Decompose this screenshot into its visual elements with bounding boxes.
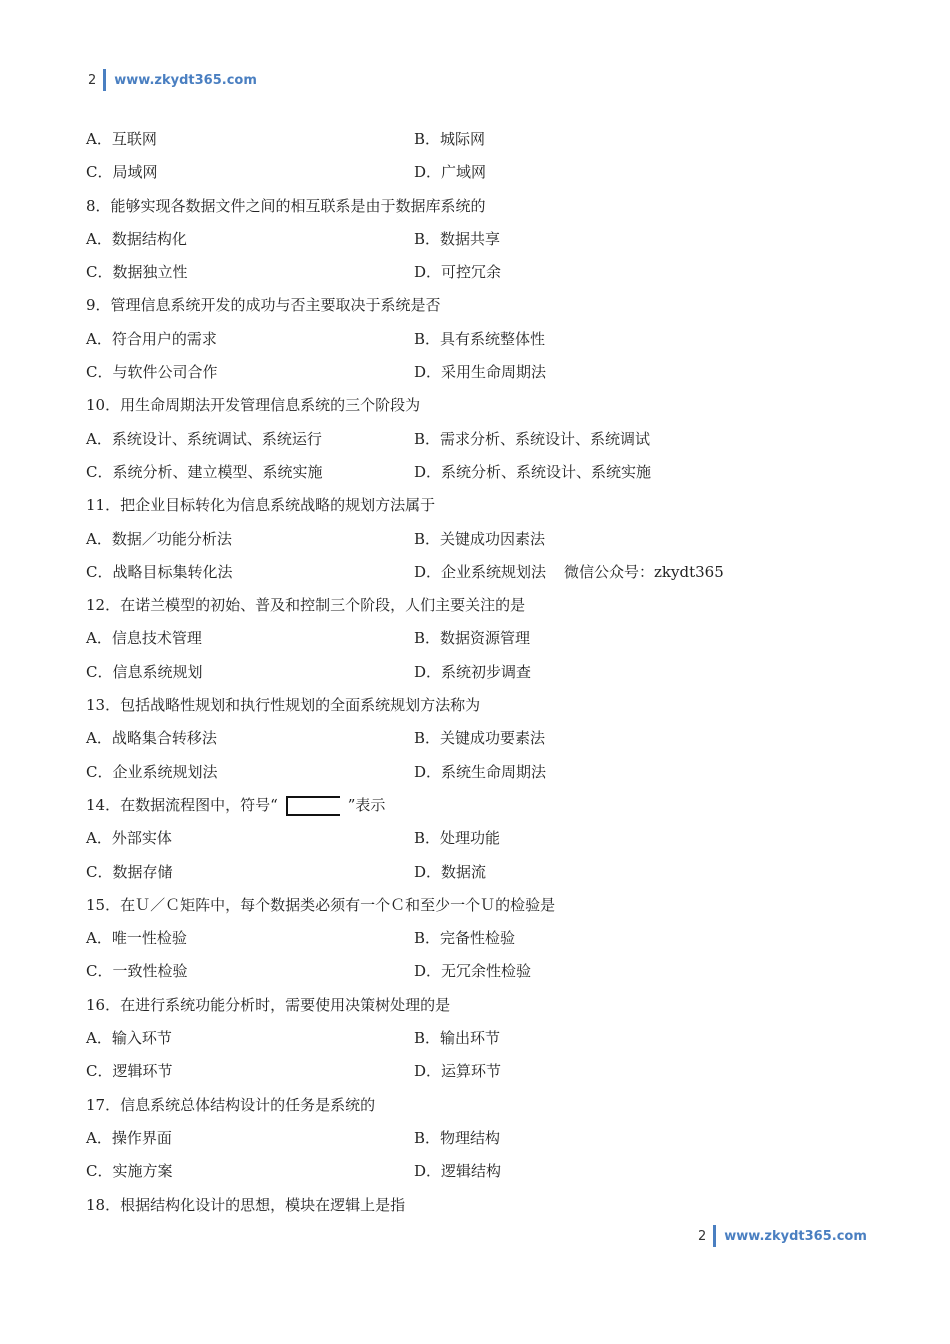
option-c: C．局域网 [86,163,158,182]
page-footer [698,1224,867,1248]
question-stem: 17．信息系统总体结构设计的任务是系统的 [86,1095,376,1114]
option-d: D．运算环节 [414,1062,502,1081]
option-row [86,356,866,389]
option-d: D．采用生命周期法 [414,363,547,382]
option-b: B．需求分析、系统设计、系统调试 [414,429,651,448]
stem-prefix: 14．在数据流程图中，符号“ [86,795,278,814]
option-a: A．战略集合转移法 [86,729,217,748]
option-d: D．企业系统规划法 [414,562,547,581]
option-row [86,223,866,256]
option-c: C．战略目标集转化法 [86,562,233,581]
option-b: B．完备性检验 [414,929,516,948]
option-row [86,1022,866,1055]
option-row [86,323,866,356]
header-page-number: 2 [88,72,97,88]
option-b: B．关键成功因素法 [414,529,546,548]
data-store-symbol-icon [284,794,342,818]
option-a: A．信息技术管理 [86,629,202,648]
option-a: A．唯一性检验 [86,929,187,948]
option-c: C．实施方案 [86,1162,173,1181]
question-stem: 18．根据结构化设计的思想，模块在逻辑上是指 [86,1195,406,1214]
question-stem: 8．能够实现各数据文件之间的相互联系是由于数据库系统的 [86,196,486,215]
option-a: A．系统设计、系统调试、系统运行 [86,429,322,448]
option-d: D．逻辑结构 [414,1162,502,1181]
option-row [86,1122,866,1155]
option-row [86,256,866,289]
option-c: C．系统分析、建立模型、系统实施 [86,462,323,481]
header-site-link[interactable]: www.zkydt365.com [114,72,257,88]
option-row [86,523,866,556]
option-row [86,423,866,456]
option-c: C．一致性检验 [86,962,188,981]
question-stem: 15．在Ｕ／Ｃ矩阵中，每个数据类必须有一个Ｃ和至少一个Ｕ的检验是 [86,895,556,914]
option-row [86,856,866,889]
option-c: C．逻辑环节 [86,1062,173,1081]
question-stem: 16．在进行系统功能分析时，需要使用决策树处理的是 [86,995,451,1014]
option-a: A．输入环节 [86,1029,172,1048]
option-d-with-note [414,556,724,589]
option-b: B．关键成功要素法 [414,729,546,748]
option-a: A．外部实体 [86,829,172,848]
option-d: D．广域网 [414,163,487,182]
option-d: D．无冗余性检验 [414,962,532,981]
option-c: C．信息系统规划 [86,662,203,681]
option-c: C．企业系统规划法 [86,762,218,781]
option-row [86,156,866,189]
option-row [86,123,866,156]
option-d: D．系统分析、系统设计、系统实施 [414,462,652,481]
option-d: D．数据流 [414,862,487,881]
option-row [86,1055,866,1088]
option-row [86,622,866,655]
page-header [88,68,257,92]
option-b: B．数据资源管理 [414,629,531,648]
footer-site-link[interactable]: www.zkydt365.com [724,1228,867,1244]
header-divider [103,69,106,91]
exam-content [86,123,866,1222]
option-b: B．输出环节 [414,1029,501,1048]
option-b: B．城际网 [414,130,486,148]
question-stem: 11．把企业目标转化为信息系统战略的规划方法属于 [86,496,436,515]
option-a: A．数据／功能分析法 [86,529,232,548]
footer-page-number: 2 [698,1228,707,1244]
option-row [86,656,866,689]
option-row [86,955,866,988]
option-a: A．数据结构化 [86,229,187,248]
option-a: A．操作界面 [86,1128,172,1147]
option-b: B．物理结构 [414,1128,501,1147]
question-stem: 9．管理信息系统开发的成功与否主要取决于系统是否 [86,296,441,315]
option-b: B．处理功能 [414,829,501,848]
option-d: D．系统生命周期法 [414,762,547,781]
option-b: B．数据共享 [414,229,501,248]
option-a: A．符合用户的需求 [86,329,217,348]
option-d: D．可控冗余 [414,263,502,282]
option-c: C．数据独立性 [86,263,188,282]
question-stem: 13．包括战略性规划和执行性规划的全面系统规划方法称为 [86,696,481,715]
option-row [86,922,866,955]
option-a: A．互联网 [86,130,157,148]
wechat-note: 微信公众号：zkydt365 [564,562,724,581]
question-stem: 12．在诺兰模型的初始、普及和控制三个阶段，人们主要关注的是 [86,596,526,615]
option-row [86,722,866,755]
footer-divider [713,1225,716,1247]
option-row [86,1155,866,1188]
option-row [86,756,866,789]
option-row [86,556,866,589]
option-b: B．具有系统整体性 [414,329,546,348]
stem-suffix: ”表示 [347,795,386,814]
question-stem: 10．用生命周期法开发管理信息系统的三个阶段为 [86,396,421,415]
option-c: C．数据存储 [86,862,173,881]
question-stem [86,789,866,822]
option-d: D．系统初步调查 [414,662,532,681]
option-row [86,456,866,489]
option-c: C．与软件公司合作 [86,363,218,382]
option-row [86,822,866,855]
